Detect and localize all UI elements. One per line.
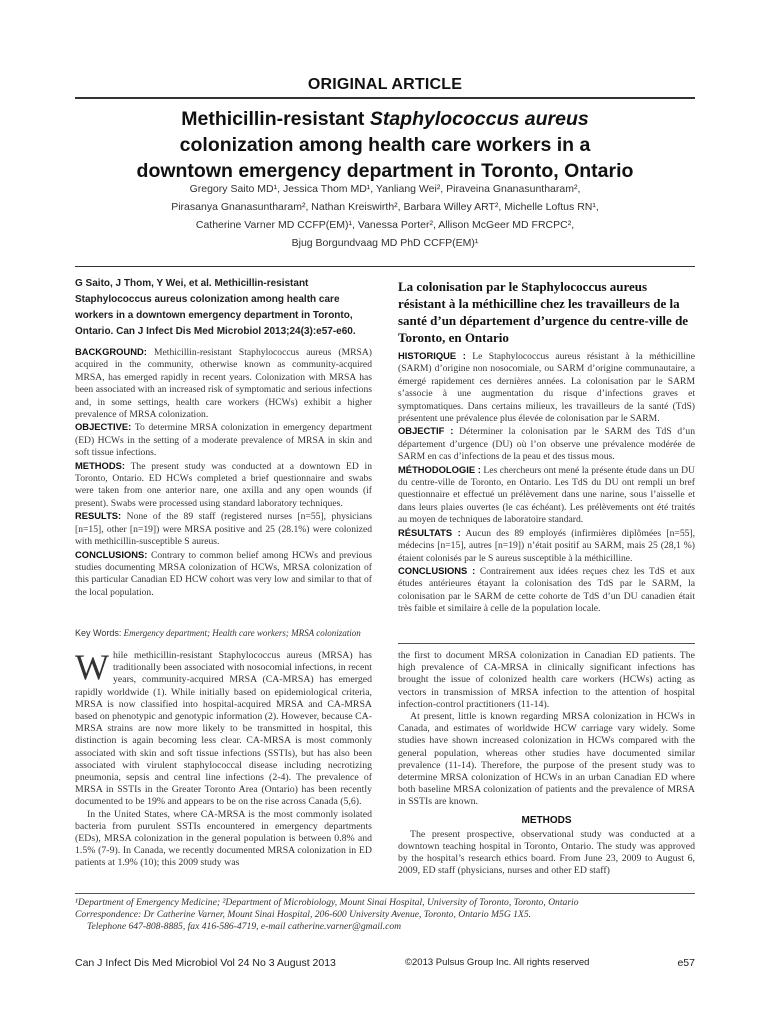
- abstract-text: Déterminer la colonisation par le SARM des TdS d’un département d’urgence (DU) où l’on observe une prévalence modérée de SARM en cas d’infections de la peau et des tissus mous.: [398, 426, 695, 463]
- abstract-english: [75, 346, 372, 599]
- body-text: hile methicillin-resistant Staphylococcus aureus (MRSA) has traditionally been associated with nosocomial infections, in recent years, community-acquired MRSA (CA-MRSA) has emerged rapidly worldwide (1). While initially based on epidemiological criteria, MRSA is now classified into hospital-acquired MRSA and CA-MRSA based on phenotypic and genotypic information (2). However, because CA-MRSA strains are now more likely to be transmitted in hospital, this distinction is again becoming less clear. CA-MRSA is most commonly associated with skin and soft tissue infections (SSTIs), but has also been associated with virulent staphylococcal disease including necrotizing pneumonia, sepsis and central line infections (2-4). The prevalence of MRSA in SSTIs in the Greater Toronto Area (Ontario) has been recently documented to be 19% and appears to be on the rise across Canada (5,6).: [75, 650, 372, 808]
- abstract-paragraph: [75, 510, 372, 548]
- abstract-text: None of the 89 staff (registered nurses [n=55], physicians [n=15], other [n=19]) were MRSA positive and 25 (28.1%) were colonized with methicillin-susceptible S aureus.: [75, 511, 372, 548]
- abstract-french: [398, 350, 695, 616]
- footnote-contact: Telephone 647-808-8885, fax 416-586-4719, e-mail catherine.varner@gmail.com: [87, 921, 402, 932]
- title-line-3: downtown emergency department in Toronto, Ontario: [136, 160, 634, 182]
- drop-cap: W: [75, 647, 109, 687]
- abstract-label: RÉSULTATS :: [398, 526, 461, 538]
- section-label: ORIGINAL ARTICLE: [307, 76, 463, 93]
- body-right-column: [398, 650, 695, 878]
- journal-citation: Can J Infect Dis Med Microbiol Vol 24 No 3 August 2013: [75, 957, 336, 969]
- citation: G Saito, J Thom, Y Wei, et al. Methicillin-resistant Staphylococcus aureus colonization among health care workers in a downtown emergency department in Toronto, Ontario. Can J Infect Dis Med Microbiol 2013;24(3):e57-e60.: [75, 278, 356, 337]
- footnote-rule: [75, 893, 695, 894]
- abstract-paragraph: [398, 565, 695, 616]
- abstract-text: Aucun des 89 employés (infirmières diplômées [n=55], médecins [n=15], autres [n=19]) n’était positif au SARM, mais 25 (28,1 %) étaient colonisés par le S aureus susceptible à la méthicilline.: [398, 527, 696, 564]
- footnote-correspondence: Correspondence: Dr Catherine Varner, Mount Sinai Hospital, 206-600 University Avenue, Toronto, Ontario M5G 1X5.: [75, 909, 532, 920]
- abstract-text: To determine MRSA colonization in emergency department (ED) HCWs in the setting of a moderate prevalence of MRSA in skin and soft tissue infections.: [75, 422, 372, 459]
- author-line: Bjug Borgundvaag MD PhD CCFP(EM)¹: [291, 237, 479, 249]
- abstract-label: MÉTHODOLOGIE :: [398, 463, 481, 475]
- header-rule: [75, 97, 695, 99]
- abstract-label: CONCLUSIONS:: [75, 548, 148, 560]
- abstract-paragraph: [75, 549, 372, 600]
- footnote-affiliations: ¹Department of Emergency Medicine; ²Department of Microbiology, Mount Sinai Hospital, University of Toronto, Toronto, Ontario: [75, 897, 579, 908]
- body-paragraph: the first to document MRSA colonization in Canadian ED patients. The high prevalence of CA-MRSA in clinically significant infections has brought the issue of colonized health care workers (HCWs) acting as vectors in transmission of MRSA infection to the attention of hospital infection-control practitioners (11-14).: [398, 650, 695, 710]
- abstract-label: METHODS:: [75, 459, 125, 471]
- author-line: Gregory Saito MD¹, Jessica Thom MD¹, Yanliang Wei², Piraveina Gnanasuntharam²,: [189, 183, 581, 195]
- methods-heading: METHODS: [521, 814, 572, 826]
- french-title: La colonisation par le Staphylococcus aureus résistant à la méthicilline chez les travailleurs de la santé d’un département d’urgence du centre-ville de Toronto, en Ontario: [398, 279, 689, 345]
- body-paragraph: At present, little is known regarding MRSA colonization in HCWs in Canada, and estimates of worldwide HCW carriage vary widely. Some studies have shown increased colonization in HCWs compared with the general population, whereas other studies have documented similar prevalence (11-14). Therefore, the purpose of the present study was to determine MRSA colonization of HCWs in an urban Canadian ED where both baseline MRSA colonization of patients and the prevalence of MRSA in SSTIs are known.: [398, 711, 695, 808]
- abstract-paragraph: [398, 350, 695, 425]
- title-line-1-text: Methicillin-resistant: [181, 108, 370, 130]
- abstract-paragraph: [75, 460, 372, 511]
- abstract-label: HISTORIQUE :: [398, 350, 466, 361]
- author-list: [75, 180, 695, 252]
- abstract-label: OBJECTIF :: [398, 425, 454, 437]
- abstract-text: Le Staphylococcus aureus résistant à la méthicilline (SARM) d’origine non nosocomiale, ou SARM d’origine communautaire, a émergé rapidement ces dernières années. La colonisation par le SARM s’associe à une augmentation du risque d’infections graves et symptomatiques. Dans certains milieux, les travailleurs de la santé (TdS) présentent une prévalence plus élevée de colonisation par le SARM.: [398, 351, 695, 425]
- key-words-text: Emergency department; Health care workers; MRSA colonization: [121, 628, 361, 638]
- footnote: [75, 897, 695, 933]
- body-paragraph: In the United States, where CA-MRSA is the most commonly isolated bacteria from purulent SSTIs encountered in emergency departments (EDs), MRSA colonization in the general population is between 0.8% and 1.5% (7-9). In Canada, we recently documented MRSA colonization in ED patients at 1.9% (10); this 2009 study was: [75, 808, 372, 869]
- body-paragraph: [75, 647, 372, 809]
- abstract-paragraph: [398, 527, 695, 565]
- abstract-text: The present study was conducted at a downtown ED in Toronto, Ontario. ED HCWs completed a brief questionnaire and swabs were taken from one anterior nare, one axilla and any open wounds (if present). Swabs were processed using standard laboratory techniques.: [75, 460, 372, 509]
- abstract-paragraph: [398, 425, 695, 463]
- abstract-paragraph: [75, 346, 372, 421]
- abstract-text: Methicillin-resistant Staphylococcus aureus (MRSA) acquired in the community, otherwise known as community-acquired MRSA, has emerged rapidly in recent years. Colonization with MRSA has been associated with an increased risk of symptomatic and serious infections and, in some settings, health care workers (HCWs) exhibit a higher prevalence of MRSA colonization.: [75, 347, 372, 421]
- title-line-2: colonization among health care workers in a: [179, 134, 591, 156]
- abstract-label: CONCLUSIONS :: [398, 564, 476, 576]
- body-paragraph: The present prospective, observational study was conducted at a downtown teaching hospital in Toronto, Ontario. The study was approved by the hospital’s research ethics board. From June 23, 2009 to August 6, 2009, ED staff (physicians, nurses and other ED staff): [398, 828, 695, 877]
- abstract-rule: [75, 266, 695, 267]
- abstract-label: BACKGROUND:: [75, 346, 147, 357]
- abstract-text: Les chercheurs ont mené la présente étude dans un DU du centre-ville de Toronto, en Ontario. Les TdS du DU ont rempli un bref questionnaire et effectué un prélèvement dans une narine, sous l’aisselle et dans leurs plaies ouvertes (le cas échéant). Les prélèvements ont été traités au moyen de techniques de laboratoire standard.: [398, 464, 695, 526]
- author-line: Catherine Varner MD CCFP(EM)¹, Vanessa Porter², Allison McGeer MD FRCPC²,: [195, 219, 575, 231]
- abstract-label: RESULTS:: [75, 510, 122, 522]
- key-words-label: Key Words:: [75, 628, 122, 638]
- body-left-column: [75, 647, 372, 870]
- abstract-paragraph: [75, 421, 372, 459]
- abstract-text: Contrairement aux idées reçues chez les TdS et aux études antérieures étayant la colonisation des TdS par le SARM, la colonisation par le SARM de cette cohorte de TdS d’un DU canadien était très faible et similaire à celle de la population locale.: [398, 565, 696, 615]
- title-line-1-italic: Staphylococcus aureus: [369, 108, 589, 130]
- copyright: ©2013 Pulsus Group Inc. All rights reserved: [405, 957, 590, 968]
- key-words: [75, 627, 372, 639]
- abstract-label: OBJECTIVE:: [75, 421, 132, 433]
- abstract-text: Contrary to common belief among HCWs and previous studies documenting MRSA colonization of HCWs, MRSA colonization of this particular Canadian ED HCW cohort was very low and similar to that of the local population.: [75, 549, 372, 598]
- abstract-paragraph: [398, 464, 695, 527]
- french-abstract-rule: [398, 643, 695, 644]
- article-title: [75, 106, 695, 184]
- author-line: Pirasanya Gnanasuntharam², Nathan Kreiswirth², Barbara Willey ART², Michelle Loftus RN¹,: [171, 201, 599, 213]
- title-line-1: [75, 106, 695, 132]
- page-number: e57: [677, 957, 695, 969]
